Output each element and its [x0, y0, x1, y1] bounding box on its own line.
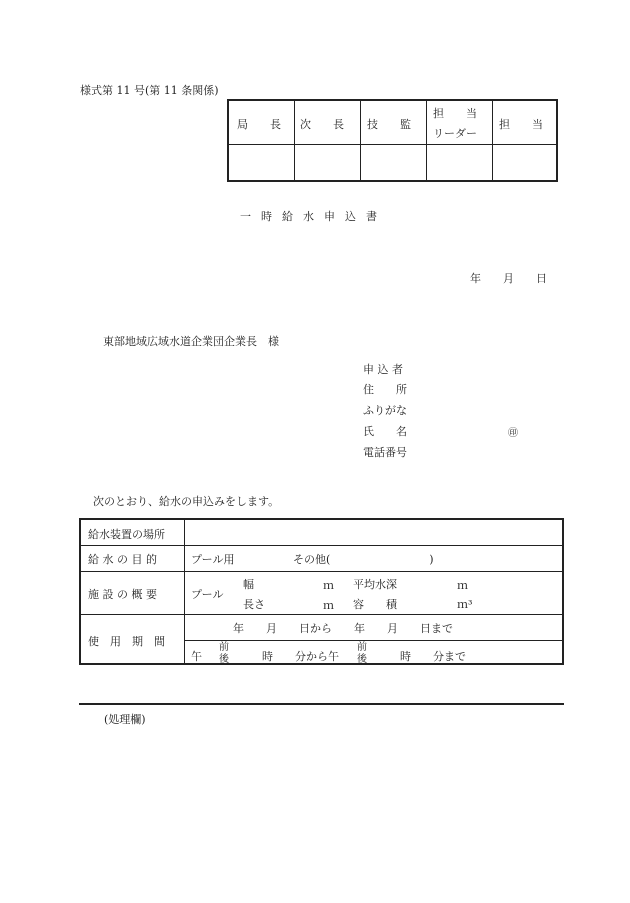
- ampm-option-1-am[interactable]: 前: [219, 642, 229, 653]
- time-from[interactable]: 時 分から午: [262, 650, 339, 663]
- document-title: 一時給水申込書: [240, 210, 387, 223]
- purpose-other-option[interactable]: その他( ): [293, 553, 434, 566]
- intro-text: 次のとおり、給水の申込みをします。: [93, 495, 280, 508]
- length-unit: ｍ: [323, 599, 334, 612]
- location-label: 給水装置の場所: [88, 528, 165, 541]
- time-to[interactable]: 時 分まで: [400, 650, 466, 663]
- width-unit: ｍ: [323, 579, 334, 592]
- facility-label: 施 設 の 概 要: [88, 588, 157, 601]
- approval-deputy-chief: 次 長: [300, 118, 344, 131]
- period-label: 使 用 期 間: [88, 635, 165, 648]
- ampm-prefix-1: 午: [191, 650, 202, 663]
- period-date-line[interactable]: 年 月 日から 年 月 日まで: [233, 622, 453, 635]
- applicant-name-label: 氏 名: [363, 425, 407, 438]
- ampm-option-2-am[interactable]: 前: [357, 642, 367, 653]
- processing-divider: [79, 703, 564, 705]
- table-row-divider: [81, 571, 562, 572]
- volume-label: 容 積: [353, 598, 397, 611]
- length-label: 長さ: [243, 598, 265, 611]
- processing-section-label: (処理欄): [104, 713, 146, 726]
- seal-mark: ㊞: [508, 428, 518, 439]
- volume-unit: ｍ³: [457, 598, 473, 611]
- applicant-furigana-label: ふりがな: [363, 404, 407, 417]
- purpose-pool-option[interactable]: プール用: [191, 553, 235, 566]
- form-number: 様式第 11 号(第 11 条関係): [80, 84, 219, 97]
- avg-depth-label: 平均水深: [353, 578, 397, 591]
- purpose-label: 給 水 の 目 的: [88, 553, 157, 566]
- approval-leader-top: 担 当: [433, 107, 477, 120]
- date-field[interactable]: 年 月 日: [470, 272, 547, 285]
- table-row-divider: [184, 640, 562, 641]
- approval-leader-bottom: リーダー: [433, 127, 477, 140]
- width-label: 幅: [243, 578, 254, 591]
- applicant-address-label: 住 所: [363, 383, 407, 396]
- table-row-divider: [81, 545, 562, 546]
- approval-stamp-cells[interactable]: [229, 144, 556, 180]
- approval-stamp-table: [227, 99, 558, 182]
- depth-unit: ｍ: [457, 579, 468, 592]
- applicant-phone-label: 電話番号: [363, 446, 407, 459]
- table-row-divider: [81, 614, 562, 615]
- approval-engineering-supervisor: 技 監: [367, 118, 411, 131]
- ampm-option-2-pm[interactable]: 後: [357, 654, 367, 665]
- application-table: [79, 518, 564, 665]
- applicant-heading: 申 込 者: [363, 363, 403, 376]
- location-field[interactable]: [185, 520, 562, 545]
- approval-staff: 担 当: [499, 118, 543, 131]
- addressee: 東部地域広域水道企業団企業長 様: [103, 335, 279, 348]
- ampm-option-1-pm[interactable]: 後: [219, 654, 229, 665]
- approval-bureau-chief: 局 長: [237, 118, 281, 131]
- facility-pool-label: プール: [191, 588, 224, 601]
